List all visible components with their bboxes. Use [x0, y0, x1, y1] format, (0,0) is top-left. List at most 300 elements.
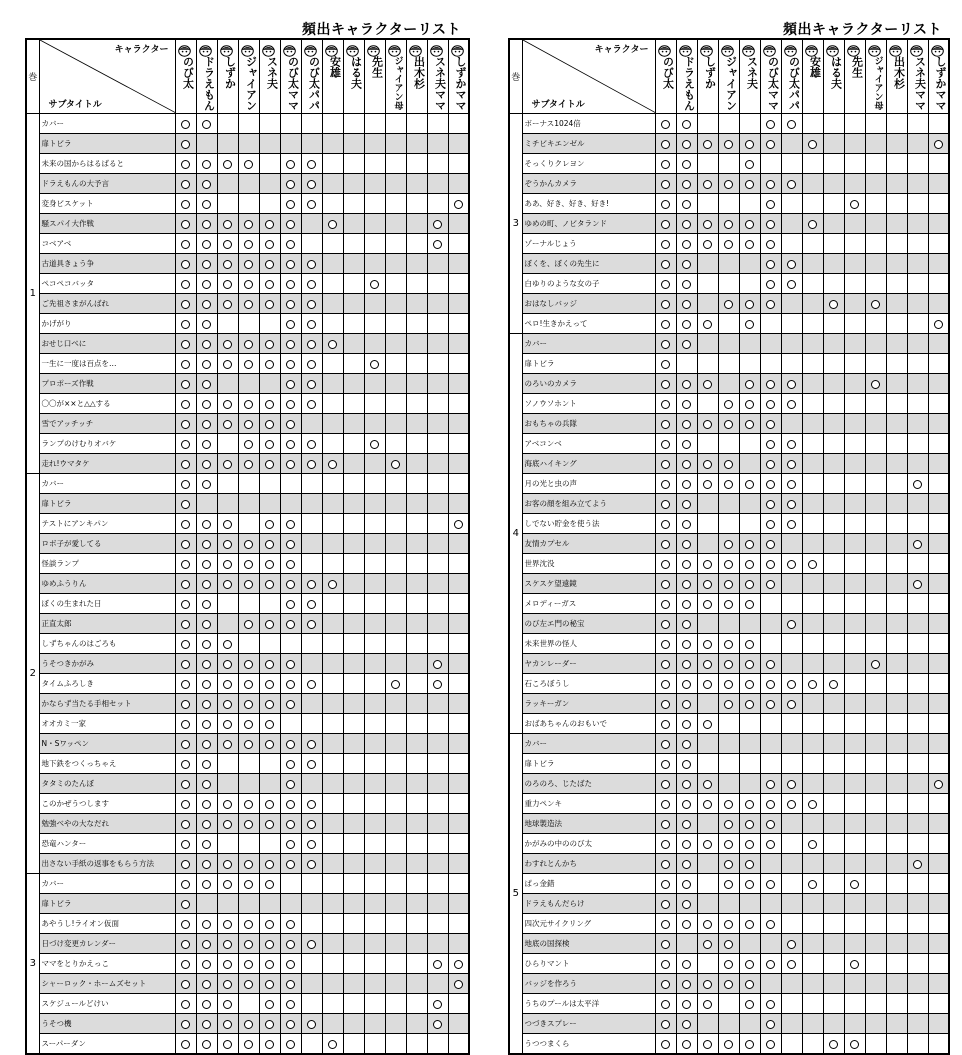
appearance-circle: [724, 940, 733, 949]
appearance-cell: [676, 174, 697, 194]
appearance-circle: [202, 760, 211, 769]
appearance-cell: [364, 254, 385, 274]
appearance-circle: [661, 480, 670, 489]
appearance-circle: [181, 640, 190, 649]
appearance-cell: [823, 374, 844, 394]
subtitle-cell: かがみの中ののび太: [522, 834, 655, 854]
appearance-cell: [343, 954, 364, 974]
appearance-circle: [244, 440, 253, 449]
appearance-cell: [427, 694, 448, 714]
appearance-cell: [886, 194, 907, 214]
appearance-cell: [865, 454, 886, 474]
appearance-cell: [781, 374, 802, 394]
character-table: [508, 38, 950, 1055]
appearance-cell: [802, 374, 823, 394]
appearance-cell: [907, 274, 928, 294]
table-row: [26, 1014, 469, 1034]
appearance-cell: [718, 954, 739, 974]
appearance-circle: [682, 580, 691, 589]
appearance-cell: [886, 174, 907, 194]
appearance-circle: [724, 660, 733, 669]
appearance-circle: [202, 740, 211, 749]
appearance-circle: [181, 540, 190, 549]
appearance-cell: [697, 354, 718, 374]
appearance-circle: [181, 460, 190, 469]
appearance-cell: [385, 754, 406, 774]
appearance-circle: [682, 640, 691, 649]
appearance-cell: [427, 454, 448, 474]
appearance-circle: [724, 860, 733, 869]
appearance-circle: [703, 840, 712, 849]
appearance-cell: [217, 174, 238, 194]
appearance-cell: [301, 554, 322, 574]
appearance-cell: [781, 954, 802, 974]
appearance-circle: [202, 660, 211, 669]
appearance-cell: [448, 734, 469, 754]
appearance-circle: [244, 820, 253, 829]
subtitle-cell: カバー: [39, 874, 175, 894]
appearance-cell: [448, 374, 469, 394]
appearance-cell: [448, 194, 469, 214]
appearance-circle: [745, 400, 754, 409]
appearance-cell: [175, 754, 196, 774]
appearance-cell: [238, 794, 259, 814]
table-row: [509, 634, 949, 654]
appearance-cell: [280, 594, 301, 614]
appearance-circle: [244, 160, 253, 169]
appearance-circle: [265, 700, 274, 709]
appearance-cell: [406, 974, 427, 994]
subtitle-cell: タタミのたんぼ: [39, 774, 175, 794]
table-row: [509, 854, 949, 874]
appearance-cell: [697, 474, 718, 494]
appearance-circle: [370, 440, 379, 449]
subtitle-cell: ロボ子が愛してる: [39, 534, 175, 554]
appearance-cell: [844, 714, 865, 734]
appearance-cell: [448, 334, 469, 354]
appearance-circle: [661, 220, 670, 229]
appearance-circle: [181, 520, 190, 529]
appearance-circle: [181, 600, 190, 609]
subtitle-cell: 怪談ランプ: [39, 554, 175, 574]
appearance-cell: [385, 674, 406, 694]
appearance-cell: [697, 314, 718, 334]
appearance-circle: [661, 180, 670, 189]
subtitle-cell: カバー: [522, 734, 655, 754]
appearance-cell: [238, 234, 259, 254]
appearance-cell: [865, 394, 886, 414]
appearance-cell: [238, 134, 259, 154]
appearance-cell: [907, 714, 928, 734]
subtitle-cell: ぞうかんカメラ: [522, 174, 655, 194]
appearance-cell: [175, 634, 196, 654]
subtitle-cell: わすれとんかち: [522, 854, 655, 874]
appearance-cell: [301, 454, 322, 474]
appearance-circle: [661, 640, 670, 649]
appearance-cell: [175, 394, 196, 414]
appearance-cell: [718, 214, 739, 234]
appearance-circle: [202, 1020, 211, 1029]
appearance-cell: [217, 774, 238, 794]
appearance-cell: [217, 634, 238, 654]
appearance-cell: [406, 174, 427, 194]
appearance-circle: [682, 800, 691, 809]
appearance-cell: [406, 254, 427, 274]
appearance-circle: [370, 360, 379, 369]
appearance-circle: [265, 440, 274, 449]
appearance-cell: [865, 134, 886, 154]
appearance-circle: [745, 480, 754, 489]
appearance-cell: [823, 554, 844, 574]
appearance-cell: [928, 554, 949, 574]
subtitle-cell: ペロ!生きかえって: [522, 314, 655, 334]
appearance-circle: [766, 560, 775, 569]
appearance-cell: [217, 974, 238, 994]
appearance-cell: [781, 934, 802, 954]
appearance-cell: [886, 574, 907, 594]
appearance-cell: [175, 114, 196, 134]
table-row: [26, 994, 469, 1014]
volume-number: 5: [509, 734, 522, 1055]
appearance-cell: [781, 994, 802, 1014]
appearance-circle: [202, 240, 211, 249]
appearance-cell: [427, 994, 448, 1014]
appearance-cell: [697, 694, 718, 714]
appearance-circle: [703, 240, 712, 249]
appearance-cell: [781, 914, 802, 934]
appearance-circle: [286, 320, 295, 329]
appearance-cell: [259, 174, 280, 194]
appearance-cell: [886, 534, 907, 554]
appearance-cell: [385, 154, 406, 174]
appearance-cell: [217, 434, 238, 454]
appearance-cell: [364, 994, 385, 1014]
subtitle-cell: あやうし!ライオン仮面: [39, 914, 175, 934]
appearance-cell: [655, 574, 676, 594]
appearance-cell: [697, 974, 718, 994]
appearance-cell: [364, 954, 385, 974]
appearance-cell: [175, 874, 196, 894]
appearance-cell: [427, 854, 448, 874]
appearance-circle: [433, 240, 442, 249]
appearance-cell: [343, 794, 364, 814]
appearance-circle: [286, 780, 295, 789]
appearance-circle: [265, 340, 274, 349]
appearance-cell: [697, 374, 718, 394]
appearance-cell: [406, 934, 427, 954]
table-row: [509, 434, 949, 454]
appearance-cell: [343, 254, 364, 274]
appearance-cell: [907, 314, 928, 334]
appearance-circle: [181, 180, 190, 189]
appearance-cell: [259, 974, 280, 994]
appearance-cell: [196, 894, 217, 914]
appearance-circle: [286, 1020, 295, 1029]
appearance-cell: [886, 554, 907, 574]
appearance-circle: [181, 740, 190, 749]
appearance-circle: [703, 720, 712, 729]
appearance-cell: [823, 814, 844, 834]
appearance-cell: [175, 894, 196, 914]
appearance-cell: [448, 514, 469, 534]
appearance-cell: [322, 414, 343, 434]
appearance-cell: [823, 954, 844, 974]
appearance-cell: [886, 894, 907, 914]
appearance-cell: [175, 434, 196, 454]
subtitle-cell: 白ゆりのような女の子: [522, 274, 655, 294]
subtitle-cell: 〇〇が××と△△する: [39, 394, 175, 414]
appearance-circle: [181, 320, 190, 329]
appearance-circle: [223, 280, 232, 289]
appearance-circle: [454, 960, 463, 969]
appearance-cell: [823, 874, 844, 894]
appearance-cell: [406, 454, 427, 474]
subtitle-cell: のび左エ門の秘宝: [522, 614, 655, 634]
subtitle-cell: ボーナス1024倍: [522, 114, 655, 134]
table-row: [509, 714, 949, 734]
appearance-cell: [175, 134, 196, 154]
appearance-cell: [655, 954, 676, 974]
appearance-cell: [802, 974, 823, 994]
appearance-circle: [181, 440, 190, 449]
appearance-cell: [217, 394, 238, 414]
table-row: [509, 254, 949, 274]
appearance-cell: [802, 794, 823, 814]
appearance-cell: [928, 794, 949, 814]
appearance-cell: [343, 514, 364, 534]
appearance-circle: [265, 720, 274, 729]
appearance-cell: [322, 174, 343, 194]
appearance-cell: [760, 834, 781, 854]
character-name: のび太ママ: [286, 56, 300, 111]
appearance-circle: [181, 280, 190, 289]
appearance-circle: [661, 620, 670, 629]
appearance-cell: [676, 914, 697, 934]
appearance-circle: [661, 560, 670, 569]
appearance-cell: [280, 474, 301, 494]
appearance-circle: [265, 520, 274, 529]
appearance-cell: [697, 594, 718, 614]
appearance-circle: [181, 760, 190, 769]
appearance-circle: [202, 980, 211, 989]
appearance-circle: [787, 620, 796, 629]
appearance-cell: [385, 594, 406, 614]
appearance-cell: [697, 814, 718, 834]
character-header: [907, 39, 928, 114]
appearance-cell: [823, 534, 844, 554]
appearance-cell: [865, 654, 886, 674]
appearance-cell: [760, 1034, 781, 1055]
appearance-cell: [259, 614, 280, 634]
appearance-cell: [301, 734, 322, 754]
appearance-cell: [238, 434, 259, 454]
appearance-cell: [238, 994, 259, 1014]
appearance-cell: [427, 674, 448, 694]
appearance-circle: [307, 460, 316, 469]
appearance-cell: [865, 154, 886, 174]
appearance-cell: [760, 234, 781, 254]
appearance-cell: [760, 874, 781, 894]
appearance-cell: [259, 894, 280, 914]
appearance-cell: [322, 154, 343, 174]
subtitle-cell: N・Sワッペン: [39, 734, 175, 754]
appearance-cell: [259, 994, 280, 1014]
appearance-cell: [886, 354, 907, 374]
appearance-cell: [739, 934, 760, 954]
appearance-cell: [175, 334, 196, 354]
appearance-cell: [175, 674, 196, 694]
appearance-cell: [886, 934, 907, 954]
character-name: はる夫: [349, 56, 363, 89]
appearance-cell: [928, 914, 949, 934]
character-header: [655, 39, 676, 114]
appearance-circle: [181, 920, 190, 929]
appearance-cell: [196, 454, 217, 474]
table-row: [509, 334, 949, 354]
appearance-cell: [760, 694, 781, 714]
appearance-cell: [385, 214, 406, 234]
appearance-cell: [718, 994, 739, 1014]
appearance-cell: [196, 934, 217, 954]
appearance-cell: [448, 654, 469, 674]
table-row: [26, 914, 469, 934]
appearance-cell: [427, 394, 448, 414]
appearance-circle: [661, 340, 670, 349]
appearance-circle: [808, 140, 817, 149]
appearance-cell: [196, 354, 217, 374]
appearance-cell: [865, 874, 886, 894]
appearance-cell: [907, 994, 928, 1014]
appearance-circle: [745, 700, 754, 709]
subtitle-cell: おもちゃの兵隊: [522, 414, 655, 434]
appearance-circle: [682, 460, 691, 469]
appearance-cell: [343, 934, 364, 954]
appearance-cell: [427, 634, 448, 654]
appearance-cell: [655, 254, 676, 274]
appearance-circle: [265, 1020, 274, 1029]
appearance-circle: [745, 560, 754, 569]
appearance-circle: [661, 740, 670, 749]
appearance-circle: [724, 600, 733, 609]
appearance-cell: [343, 274, 364, 294]
appearance-cell: [907, 194, 928, 214]
appearance-cell: [844, 514, 865, 534]
appearance-circle: [223, 400, 232, 409]
appearance-circle: [703, 580, 712, 589]
appearance-cell: [781, 334, 802, 354]
appearance-circle: [286, 800, 295, 809]
appearance-cell: [844, 734, 865, 754]
appearance-circle: [661, 760, 670, 769]
appearance-cell: [739, 874, 760, 894]
appearance-cell: [697, 574, 718, 594]
subtitle-cell: カバー: [522, 334, 655, 354]
appearance-cell: [697, 254, 718, 274]
appearance-circle: [661, 800, 670, 809]
appearance-cell: [655, 134, 676, 154]
appearance-cell: [760, 514, 781, 534]
appearance-cell: [781, 854, 802, 874]
appearance-cell: [385, 454, 406, 474]
appearance-cell: [385, 894, 406, 914]
table-row: [509, 414, 949, 434]
appearance-cell: [385, 114, 406, 134]
appearance-cell: [697, 414, 718, 434]
appearance-cell: [907, 134, 928, 154]
appearance-circle: [265, 860, 274, 869]
appearance-circle: [787, 800, 796, 809]
appearance-circle: [682, 420, 691, 429]
appearance-cell: [259, 294, 280, 314]
appearance-circle: [202, 400, 211, 409]
appearance-cell: [196, 314, 217, 334]
appearance-circle: [286, 540, 295, 549]
appearance-cell: [886, 874, 907, 894]
appearance-cell: [886, 734, 907, 754]
appearance-cell: [760, 154, 781, 174]
appearance-cell: [364, 414, 385, 434]
appearance-cell: [928, 234, 949, 254]
table-row: [509, 834, 949, 854]
appearance-cell: [676, 594, 697, 614]
appearance-cell: [196, 114, 217, 134]
appearance-cell: [760, 434, 781, 454]
appearance-cell: [280, 554, 301, 574]
character-name: しずかママ: [454, 56, 467, 111]
appearance-cell: [844, 234, 865, 254]
appearance-cell: [259, 314, 280, 334]
appearance-circle: [328, 1040, 337, 1049]
appearance-circle: [661, 1000, 670, 1009]
appearance-cell: [739, 654, 760, 674]
appearance-cell: [364, 514, 385, 534]
appearance-cell: [175, 554, 196, 574]
appearance-cell: [823, 1034, 844, 1055]
appearance-cell: [844, 794, 865, 814]
character-name: ジャイアン: [724, 56, 738, 111]
appearance-cell: [886, 854, 907, 874]
appearance-cell: [928, 454, 949, 474]
appearance-circle: [682, 240, 691, 249]
appearance-cell: [928, 334, 949, 354]
subtitle-cell: うそつ機: [39, 1014, 175, 1034]
appearance-cell: [322, 654, 343, 674]
appearance-cell: [280, 714, 301, 734]
appearance-cell: [196, 814, 217, 834]
table-row: [509, 754, 949, 774]
appearance-cell: [802, 434, 823, 454]
table-row: [509, 234, 949, 254]
appearance-cell: [886, 114, 907, 134]
appearance-cell: [865, 334, 886, 354]
appearance-cell: [406, 954, 427, 974]
appearance-cell: [427, 614, 448, 634]
appearance-circle: [661, 980, 670, 989]
appearance-cell: [886, 294, 907, 314]
appearance-cell: [217, 454, 238, 474]
appearance-cell: [718, 574, 739, 594]
appearance-cell: [823, 454, 844, 474]
appearance-cell: [697, 174, 718, 194]
character-header: [802, 39, 823, 114]
appearance-cell: [760, 214, 781, 234]
table-row: [26, 254, 469, 274]
appearance-circle: [265, 560, 274, 569]
appearance-cell: [760, 334, 781, 354]
appearance-cell: [781, 734, 802, 754]
appearance-cell: [718, 234, 739, 254]
appearance-circle: [286, 420, 295, 429]
